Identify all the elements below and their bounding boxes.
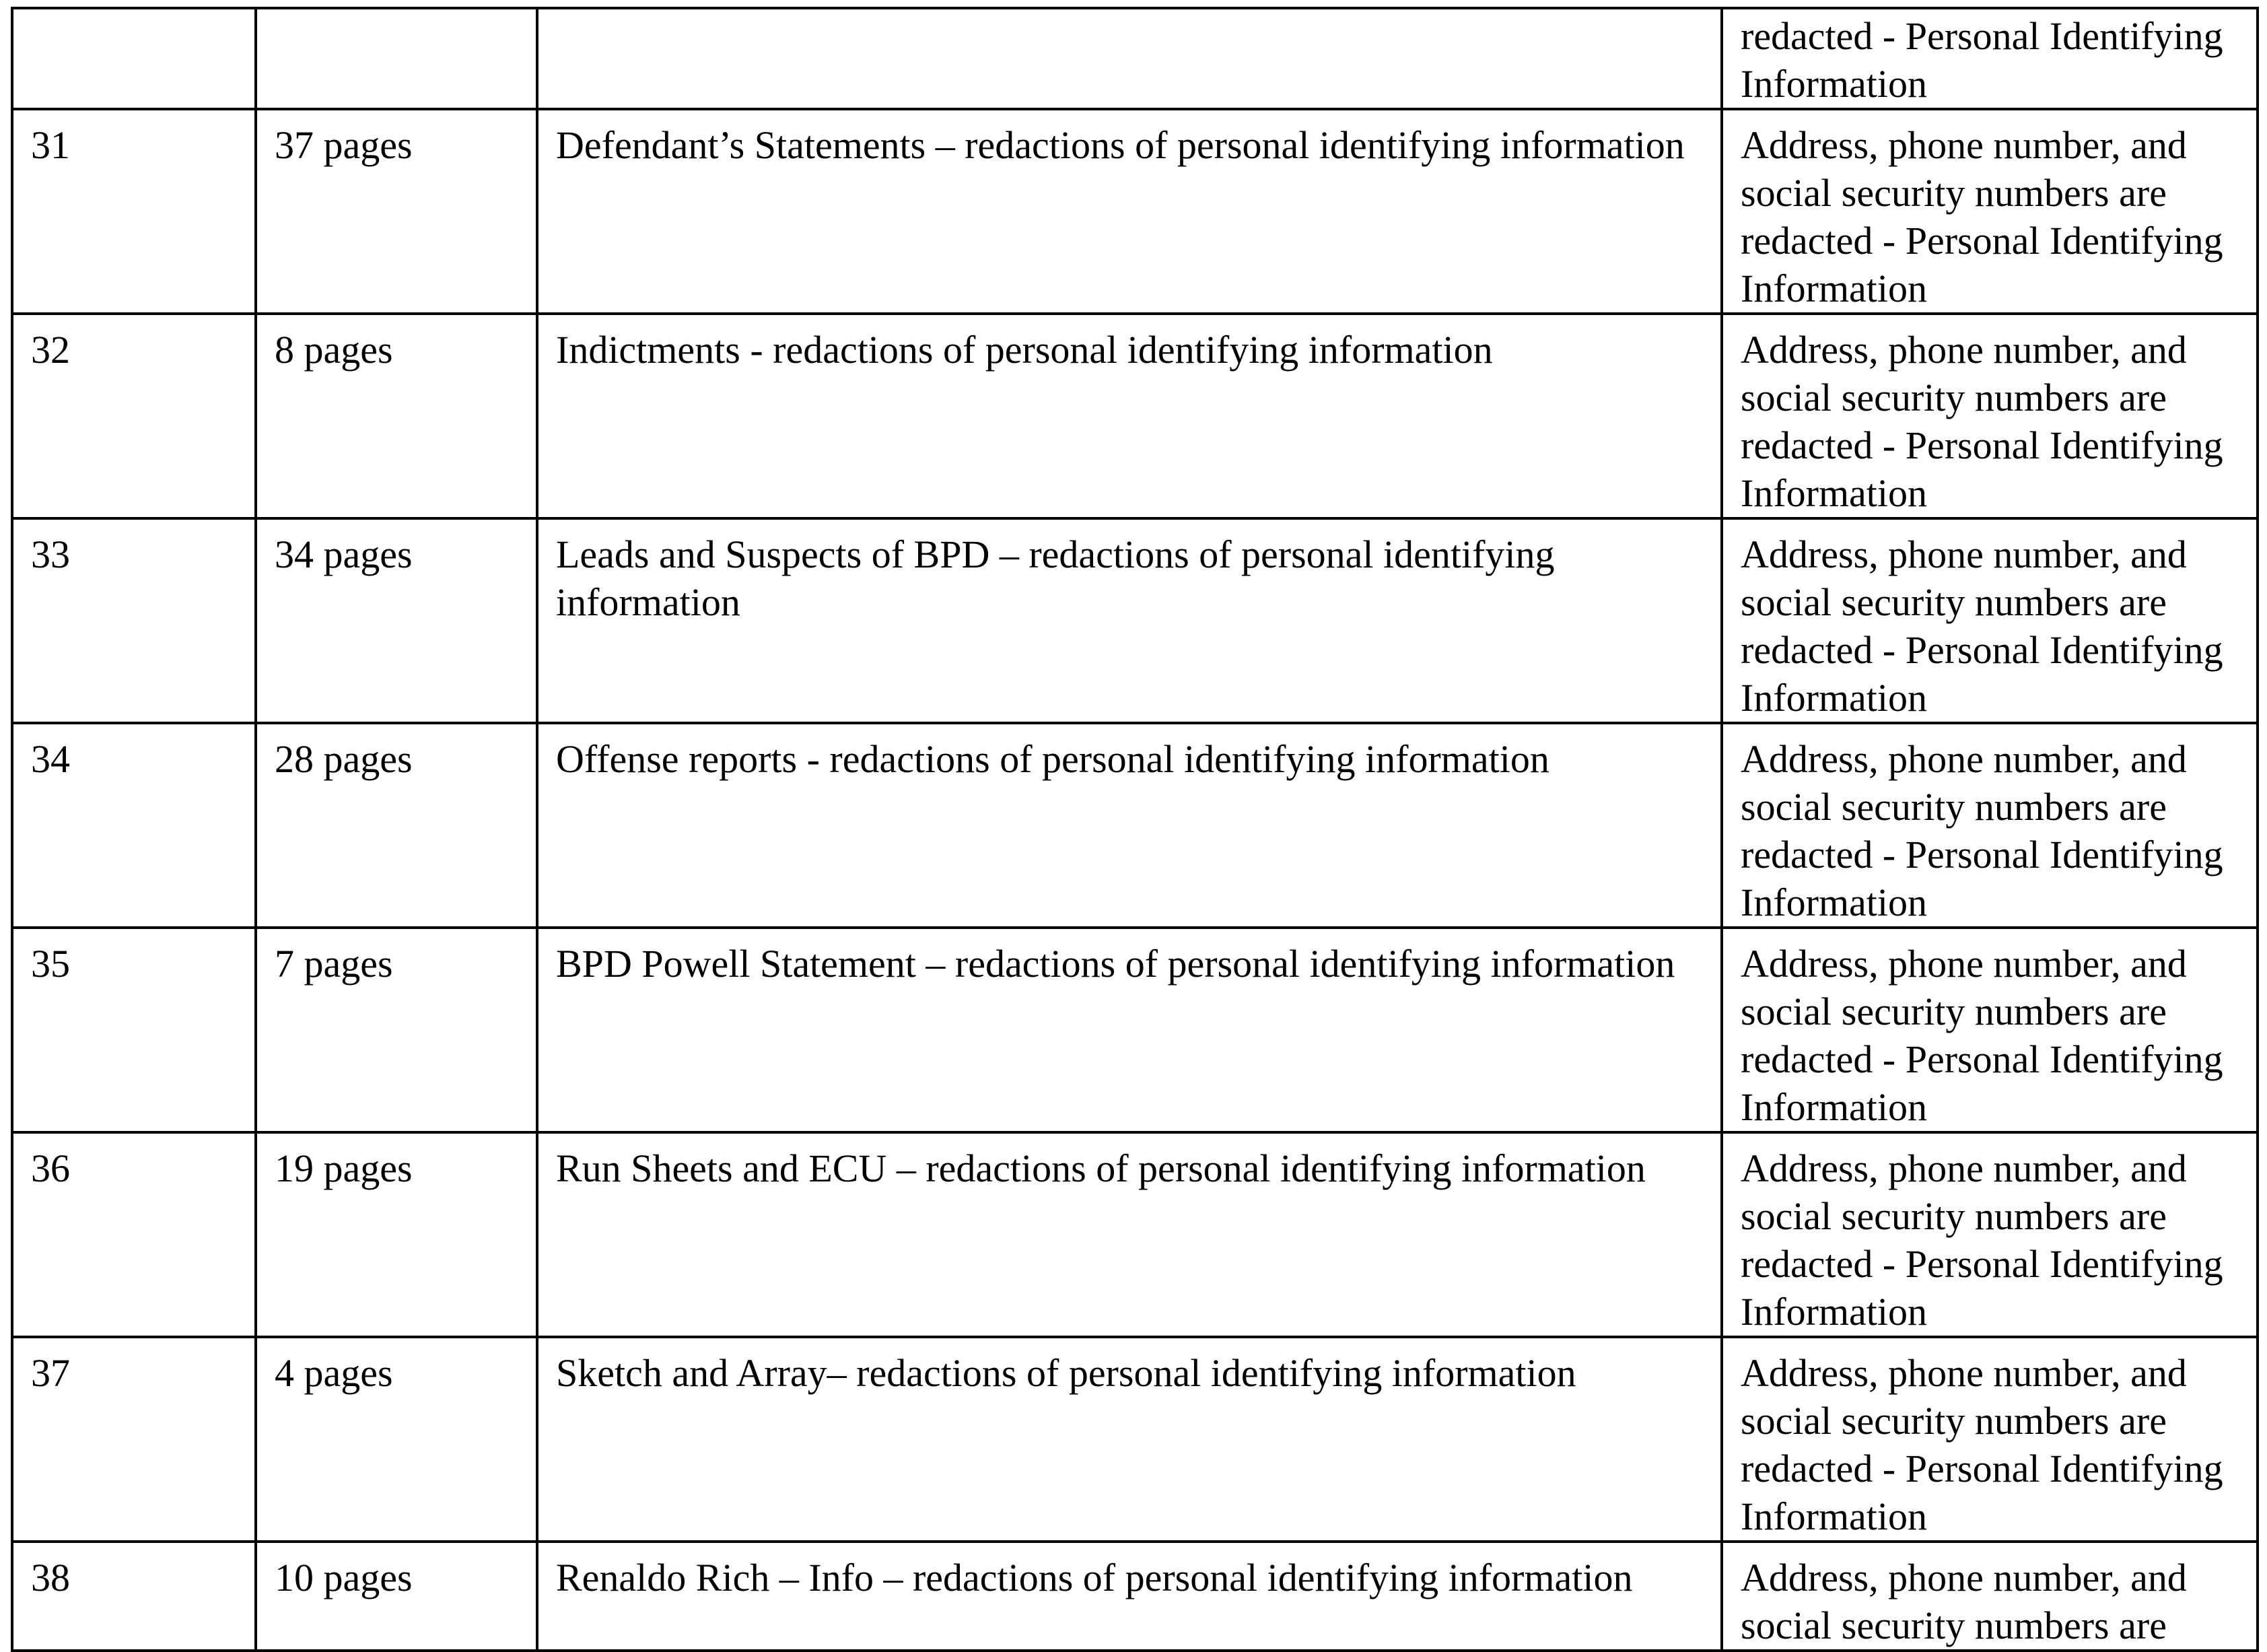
table-row [12,109,2258,314]
item-number-cell: 35 [12,928,256,1132]
description-cell: BPD Powell Statement – redactions of personal identifying information [537,928,1722,1132]
page-count-cell: 34 pages [256,518,537,723]
item-number-cell: 32 [12,314,256,518]
page-count-cell: 19 pages [256,1132,537,1337]
description-cell: Offense reports - redactions of personal identifying information [537,723,1722,928]
item-number-cell: 38 [12,1542,256,1651]
page-count-cell: 4 pages [256,1337,537,1542]
redaction-cell: redacted - Personal Identifying Information [1722,8,2258,109]
description-cell: Indictments - redactions of personal identifying information [537,314,1722,518]
table-row [12,1542,2258,1651]
document-page [11,7,2256,1647]
description-cell: Renaldo Rich – Info – redactions of personal identifying information [537,1542,1722,1651]
item-number-cell: 33 [12,518,256,723]
table-row [12,928,2258,1132]
page-count-cell [256,8,537,109]
redaction-cell: Address, phone number, and social security numbers are redacted - Personal Identifying Information [1722,518,2258,723]
redaction-cell: Address, phone number, and social security numbers are redacted - Personal Identifying Information [1722,1132,2258,1337]
redaction-cell: Address, phone number, and social security numbers are redacted - Personal Identifying Information [1722,314,2258,518]
table-row-continued [12,8,2258,109]
item-number-cell: 37 [12,1337,256,1542]
redaction-log-table [11,7,2259,1652]
item-number-cell: 34 [12,723,256,928]
redaction-cell: Address, phone number, and social security numbers are redacted - Personal Identifying Information [1722,109,2258,314]
description-cell: Leads and Suspects of BPD – redactions of personal identifying information [537,518,1722,723]
redaction-cell: Address, phone number, and social security numbers are redacted - Personal Identifying Information [1722,723,2258,928]
page-count-cell: 7 pages [256,928,537,1132]
description-cell [537,8,1722,109]
description-cell: Defendant’s Statements – redactions of personal identifying information [537,109,1722,314]
page-count-cell: 10 pages [256,1542,537,1651]
page-count-cell: 28 pages [256,723,537,928]
page-count-cell: 8 pages [256,314,537,518]
table-row [12,1132,2258,1337]
description-cell: Run Sheets and ECU – redactions of personal identifying information [537,1132,1722,1337]
table-row [12,723,2258,928]
item-number-cell: 31 [12,109,256,314]
redaction-cell: Address, phone number, and social security numbers are [1722,1542,2258,1651]
table-row [12,518,2258,723]
table-row [12,314,2258,518]
description-cell: Sketch and Array– redactions of personal identifying information [537,1337,1722,1542]
page-count-cell: 37 pages [256,109,537,314]
item-number-cell [12,8,256,109]
redaction-cell: Address, phone number, and social security numbers are redacted - Personal Identifying Information [1722,1337,2258,1542]
item-number-cell: 36 [12,1132,256,1337]
table-row [12,1337,2258,1542]
redaction-cell: Address, phone number, and social security numbers are redacted - Personal Identifying Information [1722,928,2258,1132]
